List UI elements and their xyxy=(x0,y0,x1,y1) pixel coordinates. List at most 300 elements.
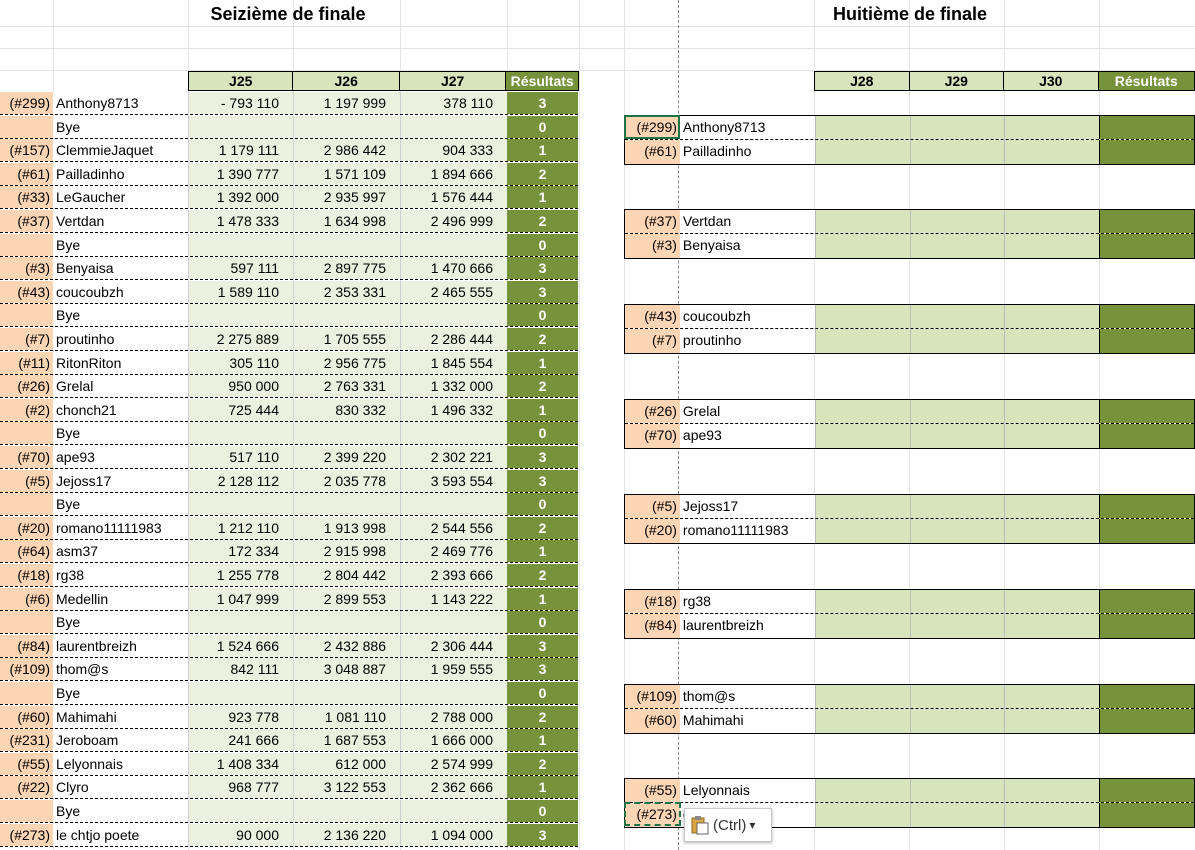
seed-cell[interactable]: (#18) xyxy=(0,564,53,586)
player-name-cell[interactable]: Anthony8713 xyxy=(53,92,188,114)
j25-score-cell[interactable]: 597 111 xyxy=(188,257,293,279)
j28-score-cell[interactable] xyxy=(815,210,910,233)
j26-score-cell[interactable]: 2 986 442 xyxy=(293,139,400,161)
seed-cell[interactable]: (#3) xyxy=(0,257,53,279)
header-j27: J27 xyxy=(400,72,506,90)
seed-cell[interactable] xyxy=(0,116,53,138)
player-name-cell[interactable]: coucoubzh xyxy=(680,305,815,328)
j26-score-cell[interactable] xyxy=(293,234,400,256)
j25-score-cell[interactable] xyxy=(188,493,293,515)
player-name-cell[interactable]: Jeroboam xyxy=(53,729,188,751)
j30-score-cell[interactable] xyxy=(1004,116,1099,139)
j28-score-cell[interactable] xyxy=(815,140,910,164)
j25-score-cell[interactable]: 1 408 334 xyxy=(188,753,293,775)
result-cell[interactable] xyxy=(1099,424,1194,448)
j27-score-cell[interactable]: 2 302 221 xyxy=(400,446,507,468)
j30-score-cell[interactable] xyxy=(1004,234,1099,258)
j25-score-cell[interactable]: 968 777 xyxy=(188,776,293,798)
j26-score-cell[interactable]: 1 571 109 xyxy=(293,163,400,185)
result-cell[interactable] xyxy=(1099,400,1194,423)
result-cell[interactable]: 3 xyxy=(507,92,578,114)
j26-score-cell[interactable]: 2 899 553 xyxy=(293,588,400,610)
result-cell[interactable]: 1 xyxy=(507,540,578,562)
player-name-cell[interactable]: romano11111983 xyxy=(53,517,188,539)
player-name-cell[interactable]: thom@s xyxy=(53,658,188,680)
result-cell[interactable]: 2 xyxy=(507,564,578,586)
result-cell[interactable]: 0 xyxy=(507,422,578,444)
result-cell[interactable]: 2 xyxy=(507,706,578,728)
j27-score-cell[interactable]: 2 362 666 xyxy=(400,776,507,798)
j25-score-cell[interactable]: 2 128 112 xyxy=(188,470,293,492)
seed-cell[interactable]: (#231) xyxy=(0,729,53,751)
j29-score-cell[interactable] xyxy=(910,803,1005,827)
j29-score-cell[interactable] xyxy=(910,305,1005,328)
match-row xyxy=(625,424,1194,448)
player-name-cell[interactable]: laurentbreizh xyxy=(680,614,815,638)
j30-score-cell[interactable] xyxy=(1004,590,1099,613)
result-cell[interactable]: 2 xyxy=(507,375,578,397)
j30-score-cell[interactable] xyxy=(1004,305,1099,328)
j26-score-cell[interactable]: 2 399 220 xyxy=(293,446,400,468)
player-name-cell[interactable]: Bye xyxy=(53,611,188,633)
j27-score-cell[interactable]: 2 393 666 xyxy=(400,564,507,586)
seed-cell[interactable]: (#61) xyxy=(0,163,53,185)
player-name-cell[interactable]: Bye xyxy=(53,304,188,326)
player-name-cell[interactable]: Lelyonnais xyxy=(680,779,815,802)
table-row xyxy=(0,470,578,493)
result-cell[interactable]: 1 xyxy=(507,776,578,798)
j27-score-cell[interactable]: 1 959 555 xyxy=(400,658,507,680)
seed-cell[interactable]: (#5) xyxy=(625,495,680,518)
j25-score-cell[interactable] xyxy=(188,304,293,326)
j25-score-cell[interactable]: 305 110 xyxy=(188,352,293,374)
j26-score-cell[interactable] xyxy=(293,304,400,326)
j28-score-cell[interactable] xyxy=(815,685,910,708)
seed-cell[interactable]: (#109) xyxy=(625,685,680,708)
player-name-cell[interactable]: rg38 xyxy=(680,590,815,613)
selected-cell[interactable] xyxy=(624,115,680,139)
j27-score-cell[interactable] xyxy=(400,682,507,704)
result-cell[interactable] xyxy=(1099,116,1194,139)
seed-cell[interactable]: (#273) xyxy=(0,824,53,846)
j25-score-cell[interactable]: 2 275 889 xyxy=(188,328,293,350)
player-name-cell[interactable]: RitonRiton xyxy=(53,352,188,374)
header-j28: J28 xyxy=(815,72,910,90)
seed-cell[interactable]: (#5) xyxy=(0,470,53,492)
j28-score-cell[interactable] xyxy=(815,400,910,423)
seed-cell[interactable]: (#7) xyxy=(0,328,53,350)
j25-score-cell[interactable]: 1 255 778 xyxy=(188,564,293,586)
result-cell[interactable] xyxy=(1099,140,1194,164)
j26-score-cell[interactable]: 1 687 553 xyxy=(293,729,400,751)
j27-score-cell[interactable]: 2 306 444 xyxy=(400,635,507,657)
seed-cell[interactable] xyxy=(0,800,53,822)
seed-cell[interactable]: (#109) xyxy=(0,658,53,680)
j25-score-cell[interactable] xyxy=(188,682,293,704)
player-name-cell[interactable]: rg38 xyxy=(53,564,188,586)
j27-score-cell[interactable]: 2 286 444 xyxy=(400,328,507,350)
j26-score-cell[interactable] xyxy=(293,116,400,138)
j25-score-cell[interactable]: 1 179 111 xyxy=(188,139,293,161)
j25-score-cell[interactable]: 1 047 999 xyxy=(188,588,293,610)
j27-score-cell[interactable]: 2 465 555 xyxy=(400,281,507,303)
result-cell[interactable]: 1 xyxy=(507,186,578,208)
j25-score-cell[interactable]: 1 390 777 xyxy=(188,163,293,185)
match-row xyxy=(625,685,1194,709)
player-name-cell[interactable]: Bye xyxy=(53,493,188,515)
j26-score-cell[interactable] xyxy=(293,611,400,633)
result-cell[interactable]: 0 xyxy=(507,611,578,633)
j26-score-cell[interactable]: 3 048 887 xyxy=(293,658,400,680)
j29-score-cell[interactable] xyxy=(910,234,1005,258)
j28-score-cell[interactable] xyxy=(815,424,910,448)
seed-cell[interactable]: (#20) xyxy=(625,519,680,543)
j25-score-cell[interactable]: 1 478 333 xyxy=(188,210,293,232)
player-name-cell[interactable]: Clyro xyxy=(53,776,188,798)
j29-score-cell[interactable] xyxy=(910,210,1005,233)
j27-score-cell[interactable]: 1 496 332 xyxy=(400,399,507,421)
j30-score-cell[interactable] xyxy=(1004,424,1099,448)
result-cell[interactable] xyxy=(1099,234,1194,258)
j26-score-cell[interactable]: 3 122 553 xyxy=(293,776,400,798)
header-j25: J25 xyxy=(189,72,293,90)
player-name-cell[interactable]: Bye xyxy=(53,682,188,704)
j30-score-cell[interactable] xyxy=(1004,685,1099,708)
result-cell[interactable]: 1 xyxy=(507,729,578,751)
seed-cell[interactable]: (#33) xyxy=(0,186,53,208)
j27-score-cell[interactable]: 1 143 222 xyxy=(400,588,507,610)
seed-cell[interactable]: (#55) xyxy=(0,753,53,775)
j27-score-cell[interactable]: 2 469 776 xyxy=(400,540,507,562)
j27-score-cell[interactable]: 2 574 999 xyxy=(400,753,507,775)
j25-score-cell[interactable] xyxy=(188,116,293,138)
j27-score-cell[interactable]: 2 788 000 xyxy=(400,706,507,728)
j25-score-cell[interactable] xyxy=(188,800,293,822)
player-name-cell[interactable]: Grelal xyxy=(53,375,188,397)
j26-score-cell[interactable] xyxy=(293,422,400,444)
j28-score-cell[interactable] xyxy=(815,234,910,258)
j26-score-cell[interactable]: 612 000 xyxy=(293,753,400,775)
seed-cell[interactable]: (#61) xyxy=(625,140,680,164)
seed-cell[interactable]: (#26) xyxy=(625,400,680,423)
player-name-cell[interactable]: ClemmieJaquet xyxy=(53,139,188,161)
j25-score-cell[interactable]: 1 212 110 xyxy=(188,517,293,539)
j25-score-cell[interactable]: - 793 110 xyxy=(188,92,293,114)
j26-score-cell[interactable] xyxy=(293,493,400,515)
player-name-cell[interactable]: proutinho xyxy=(53,328,188,350)
j26-score-cell[interactable]: 2 935 997 xyxy=(293,186,400,208)
player-name-cell[interactable]: Vertdan xyxy=(680,210,815,233)
result-cell[interactable]: 1 xyxy=(507,399,578,421)
j27-score-cell[interactable]: 1 576 444 xyxy=(400,186,507,208)
player-name-cell[interactable]: romano11111983 xyxy=(680,519,815,543)
result-cell[interactable]: 0 xyxy=(507,304,578,326)
table-row xyxy=(0,729,578,752)
j26-score-cell[interactable] xyxy=(293,800,400,822)
seed-cell[interactable]: (#22) xyxy=(0,776,53,798)
j25-score-cell[interactable]: 172 334 xyxy=(188,540,293,562)
j29-score-cell[interactable] xyxy=(910,424,1005,448)
result-cell[interactable] xyxy=(1099,519,1194,543)
j27-score-cell[interactable]: 2 496 999 xyxy=(400,210,507,232)
seed-cell[interactable]: (#70) xyxy=(0,446,53,468)
j26-score-cell[interactable]: 2 956 775 xyxy=(293,352,400,374)
seed-cell[interactable]: (#299) xyxy=(625,116,680,139)
j30-score-cell[interactable] xyxy=(1004,329,1099,353)
result-cell[interactable]: 2 xyxy=(507,210,578,232)
seed-cell[interactable] xyxy=(0,493,53,515)
seed-cell[interactable]: (#70) xyxy=(625,424,680,448)
j27-score-cell[interactable]: 904 333 xyxy=(400,139,507,161)
seed-cell[interactable]: (#43) xyxy=(625,305,680,328)
j27-score-cell[interactable] xyxy=(400,611,507,633)
j28-score-cell[interactable] xyxy=(815,329,910,353)
result-cell[interactable]: 1 xyxy=(507,352,578,374)
seed-cell[interactable]: (#37) xyxy=(625,210,680,233)
result-cell[interactable]: 0 xyxy=(507,116,578,138)
j25-score-cell[interactable] xyxy=(188,422,293,444)
player-name-cell[interactable]: Bye xyxy=(53,800,188,822)
player-name-cell[interactable]: asm37 xyxy=(53,540,188,562)
result-cell[interactable]: 3 xyxy=(507,257,578,279)
j28-score-cell[interactable] xyxy=(815,590,910,613)
result-cell[interactable]: 3 xyxy=(507,446,578,468)
result-cell[interactable]: 3 xyxy=(507,635,578,657)
player-name-cell[interactable]: Vertdan xyxy=(53,210,188,232)
result-cell[interactable]: 3 xyxy=(507,281,578,303)
player-name-cell[interactable]: ape93 xyxy=(53,446,188,468)
seed-cell[interactable]: (#6) xyxy=(0,588,53,610)
j25-score-cell[interactable]: 1 524 666 xyxy=(188,635,293,657)
result-cell[interactable]: 2 xyxy=(507,328,578,350)
j27-score-cell[interactable]: 2 544 556 xyxy=(400,517,507,539)
seed-cell[interactable]: (#7) xyxy=(625,329,680,353)
seed-cell[interactable]: (#20) xyxy=(0,517,53,539)
player-name-cell[interactable]: Bye xyxy=(53,116,188,138)
j26-score-cell[interactable]: 830 332 xyxy=(293,399,400,421)
j25-score-cell[interactable]: 90 000 xyxy=(188,824,293,846)
player-name-cell[interactable]: coucoubzh xyxy=(53,281,188,303)
j29-score-cell[interactable] xyxy=(910,590,1005,613)
j27-score-cell[interactable]: 1 894 666 xyxy=(400,163,507,185)
j29-score-cell[interactable] xyxy=(910,495,1005,518)
seed-cell[interactable] xyxy=(0,682,53,704)
result-cell[interactable]: 0 xyxy=(507,234,578,256)
result-cell[interactable]: 2 xyxy=(507,517,578,539)
j25-score-cell[interactable]: 1 589 110 xyxy=(188,281,293,303)
j30-score-cell[interactable] xyxy=(1004,709,1099,733)
j26-score-cell[interactable]: 1 705 555 xyxy=(293,328,400,350)
player-name-cell[interactable]: Lelyonnais xyxy=(53,753,188,775)
result-cell[interactable]: 0 xyxy=(507,682,578,704)
j25-score-cell[interactable]: 923 778 xyxy=(188,706,293,728)
j26-score-cell[interactable]: 2 432 886 xyxy=(293,635,400,657)
result-cell[interactable]: 1 xyxy=(507,139,578,161)
seed-cell[interactable]: (#157) xyxy=(0,139,53,161)
j26-score-cell[interactable]: 2 136 220 xyxy=(293,824,400,846)
table-row xyxy=(0,564,578,587)
player-name-cell[interactable]: Grelal xyxy=(680,400,815,423)
player-name-cell[interactable]: chonch21 xyxy=(53,399,188,421)
player-name-cell[interactable]: Benyaisa xyxy=(680,234,815,258)
result-cell[interactable]: 3 xyxy=(507,824,578,846)
j30-score-cell[interactable] xyxy=(1004,614,1099,638)
seed-cell[interactable] xyxy=(0,611,53,633)
result-cell[interactable] xyxy=(1099,590,1194,613)
j26-score-cell[interactable]: 2 353 331 xyxy=(293,281,400,303)
seed-cell[interactable]: (#84) xyxy=(0,635,53,657)
player-name-cell[interactable]: Medellin xyxy=(53,588,188,610)
player-name-cell[interactable]: Bye xyxy=(53,422,188,444)
seed-cell[interactable]: (#3) xyxy=(625,234,680,258)
seed-cell[interactable]: (#299) xyxy=(0,92,53,114)
j29-score-cell[interactable] xyxy=(910,140,1005,164)
j29-score-cell[interactable] xyxy=(910,779,1005,802)
seed-cell[interactable]: (#11) xyxy=(0,352,53,374)
j29-score-cell[interactable] xyxy=(910,400,1005,423)
j28-score-cell[interactable] xyxy=(815,116,910,139)
j25-score-cell[interactable] xyxy=(188,611,293,633)
player-name-cell[interactable]: Bye xyxy=(53,234,188,256)
result-cell[interactable] xyxy=(1099,495,1194,518)
right-title: Huitième de finale xyxy=(832,4,988,24)
seed-cell[interactable]: (#60) xyxy=(625,709,680,733)
j30-score-cell[interactable] xyxy=(1004,779,1099,802)
j26-score-cell[interactable]: 2 897 775 xyxy=(293,257,400,279)
j26-score-cell[interactable]: 1 197 999 xyxy=(293,92,400,114)
result-cell[interactable] xyxy=(1099,709,1194,733)
player-name-cell[interactable]: le chtjo poete xyxy=(53,824,188,846)
player-name-cell[interactable]: Jejoss17 xyxy=(680,495,815,518)
j26-score-cell[interactable]: 1 081 110 xyxy=(293,706,400,728)
seed-cell[interactable]: (#273) xyxy=(625,803,680,827)
result-cell[interactable] xyxy=(1099,685,1194,708)
j30-score-cell[interactable] xyxy=(1004,495,1099,518)
match-row xyxy=(625,210,1194,234)
j27-score-cell[interactable] xyxy=(400,116,507,138)
j27-score-cell[interactable]: 1 332 000 xyxy=(400,375,507,397)
result-cell[interactable] xyxy=(1099,779,1194,802)
result-cell[interactable] xyxy=(1099,329,1194,353)
j29-score-cell[interactable] xyxy=(910,709,1005,733)
j25-score-cell[interactable]: 725 444 xyxy=(188,399,293,421)
j25-score-cell[interactable]: 950 000 xyxy=(188,375,293,397)
player-name-cell[interactable]: Benyaisa xyxy=(53,257,188,279)
j25-score-cell[interactable]: 517 110 xyxy=(188,446,293,468)
player-name-cell[interactable]: Mahimahi xyxy=(680,709,815,733)
player-name-cell[interactable]: Pailladinho xyxy=(53,163,188,185)
j28-score-cell[interactable] xyxy=(815,614,910,638)
player-name-cell[interactable]: LeGaucher xyxy=(53,186,188,208)
j25-score-cell[interactable] xyxy=(188,234,293,256)
result-cell[interactable]: 2 xyxy=(507,753,578,775)
j29-score-cell[interactable] xyxy=(910,519,1005,543)
seed-cell[interactable]: (#37) xyxy=(0,210,53,232)
player-name-cell[interactable]: Pailladinho xyxy=(680,140,815,164)
seed-cell[interactable]: (#18) xyxy=(625,590,680,613)
player-name-cell[interactable]: thom@s xyxy=(680,685,815,708)
seed-cell[interactable] xyxy=(0,234,53,256)
j28-score-cell[interactable] xyxy=(815,519,910,543)
seed-cell[interactable]: (#84) xyxy=(625,614,680,638)
seed-cell[interactable]: (#43) xyxy=(0,281,53,303)
j27-score-cell[interactable] xyxy=(400,422,507,444)
j30-score-cell[interactable] xyxy=(1004,210,1099,233)
j27-score-cell[interactable]: 1 470 666 xyxy=(400,257,507,279)
j27-score-cell[interactable]: 1 666 000 xyxy=(400,729,507,751)
j27-score-cell[interactable]: 378 110 xyxy=(400,92,507,114)
player-name-cell[interactable]: laurentbreizh xyxy=(53,635,188,657)
result-cell[interactable]: 3 xyxy=(507,658,578,680)
player-name-cell[interactable]: Anthony8713 xyxy=(680,116,815,139)
j27-score-cell[interactable]: 3 593 554 xyxy=(400,470,507,492)
seed-cell[interactable]: (#64) xyxy=(0,540,53,562)
j27-score-cell[interactable] xyxy=(400,800,507,822)
result-cell[interactable] xyxy=(1099,210,1194,233)
seed-cell[interactable]: (#26) xyxy=(0,375,53,397)
j27-score-cell[interactable]: 1 094 000 xyxy=(400,824,507,846)
j26-score-cell[interactable]: 2 804 442 xyxy=(293,564,400,586)
j25-score-cell[interactable]: 842 111 xyxy=(188,658,293,680)
result-cell[interactable]: 0 xyxy=(507,493,578,515)
seed-cell[interactable] xyxy=(0,304,53,326)
j26-score-cell[interactable]: 1 913 998 xyxy=(293,517,400,539)
j29-score-cell[interactable] xyxy=(910,614,1005,638)
j29-score-cell[interactable] xyxy=(910,116,1005,139)
j25-score-cell[interactable]: 1 392 000 xyxy=(188,186,293,208)
j30-score-cell[interactable] xyxy=(1004,140,1099,164)
result-cell[interactable]: 0 xyxy=(507,800,578,822)
result-cell[interactable] xyxy=(1099,803,1194,827)
j30-score-cell[interactable] xyxy=(1004,803,1099,827)
j28-score-cell[interactable] xyxy=(815,709,910,733)
seed-cell[interactable] xyxy=(0,422,53,444)
j30-score-cell[interactable] xyxy=(1004,400,1099,423)
j29-score-cell[interactable] xyxy=(910,685,1005,708)
j26-score-cell[interactable] xyxy=(293,682,400,704)
j29-score-cell[interactable] xyxy=(910,329,1005,353)
j26-score-cell[interactable]: 2 763 331 xyxy=(293,375,400,397)
j27-score-cell[interactable] xyxy=(400,493,507,515)
j28-score-cell[interactable] xyxy=(815,495,910,518)
j26-score-cell[interactable]: 2 035 778 xyxy=(293,470,400,492)
result-cell[interactable]: 3 xyxy=(507,470,578,492)
j28-score-cell[interactable] xyxy=(815,305,910,328)
seed-cell[interactable]: (#2) xyxy=(0,399,53,421)
result-cell[interactable] xyxy=(1099,614,1194,638)
player-name-cell[interactable]: ape93 xyxy=(680,424,815,448)
j27-score-cell[interactable]: 1 845 554 xyxy=(400,352,507,374)
result-cell[interactable]: 1 xyxy=(507,588,578,610)
result-cell[interactable]: 2 xyxy=(507,163,578,185)
seed-cell[interactable]: (#60) xyxy=(0,706,53,728)
j27-score-cell[interactable] xyxy=(400,304,507,326)
seed-cell[interactable]: (#55) xyxy=(625,779,680,802)
j28-score-cell[interactable] xyxy=(815,803,910,827)
player-name-cell[interactable]: Jejoss17 xyxy=(53,470,188,492)
table-row xyxy=(0,139,578,162)
paste-options-button[interactable] xyxy=(684,808,772,842)
j28-score-cell[interactable] xyxy=(815,779,910,802)
player-name-cell[interactable]: proutinho xyxy=(680,329,815,353)
j26-score-cell[interactable]: 1 634 998 xyxy=(293,210,400,232)
result-cell[interactable] xyxy=(1099,305,1194,328)
player-name-cell[interactable]: Mahimahi xyxy=(53,706,188,728)
j30-score-cell[interactable] xyxy=(1004,519,1099,543)
j27-score-cell[interactable] xyxy=(400,234,507,256)
j26-score-cell[interactable]: 2 915 998 xyxy=(293,540,400,562)
j25-score-cell[interactable]: 241 666 xyxy=(188,729,293,751)
